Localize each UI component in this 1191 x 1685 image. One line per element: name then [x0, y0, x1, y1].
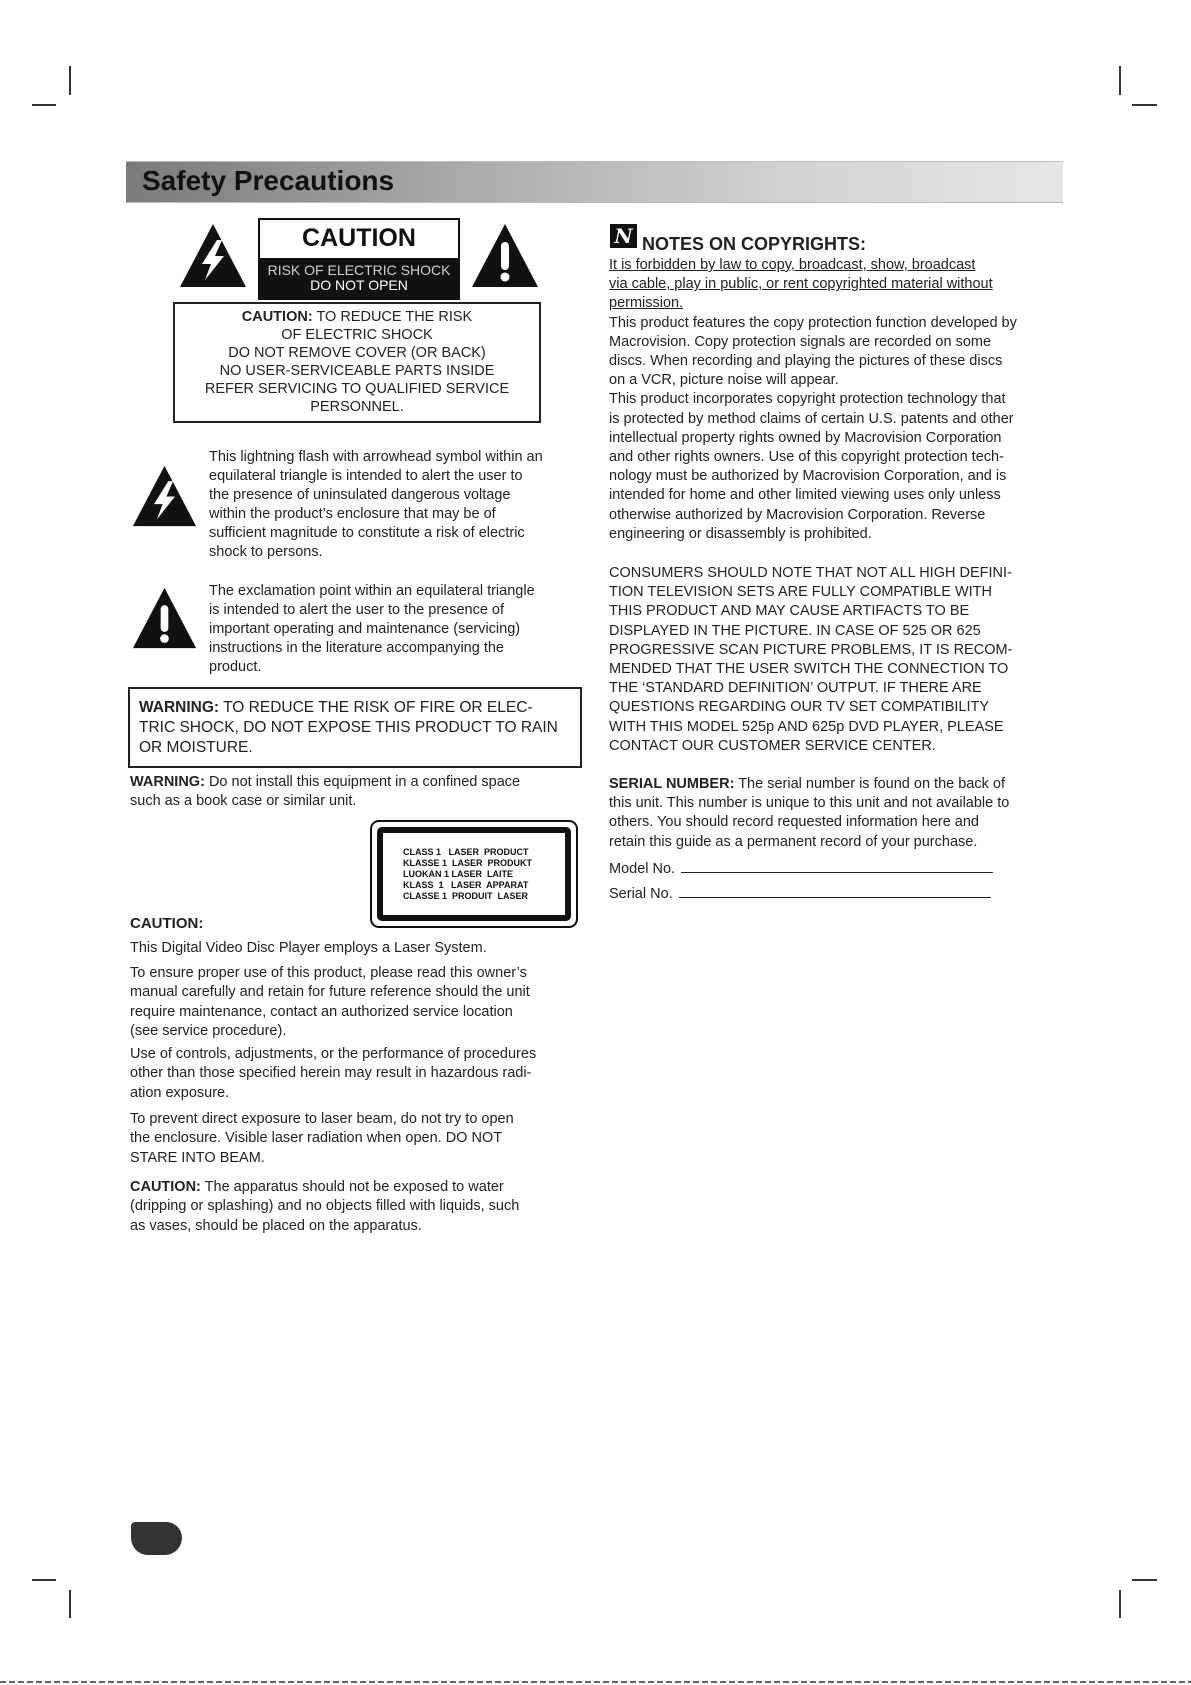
text-line: within the product’s enclosure that may be of	[209, 506, 496, 522]
hdtv-compatibility-notice	[609, 564, 1064, 756]
crop-mark	[32, 1579, 56, 1581]
warning-line: OR MOISTURE.	[139, 739, 253, 756]
text-line: Do not install this equipment in a confined space	[208, 774, 521, 790]
text-line: discs. When recording and playing the pictures of these discs	[609, 353, 1003, 370]
text-line: intellectual property rights owned by Macrovision Corporation	[609, 429, 1002, 446]
text-line: ation exposure.	[130, 1084, 230, 1101]
warning-lead: WARNING:	[139, 699, 220, 716]
notes-icon: N	[610, 224, 637, 248]
text-line: manual carefully and retain for future reference should the unit	[130, 984, 530, 1001]
lightning-warning-icon	[131, 463, 198, 529]
text-line: intended for home and other limited viewing uses only unless	[609, 487, 1001, 504]
model-number-field	[609, 858, 993, 877]
text-line: It is forbidden by law to copy, broadcast, show, broadcast	[609, 257, 976, 273]
caution-line: DO NOT REMOVE COVER (OR BACK)	[228, 345, 486, 361]
electric-shock-caution-box	[173, 302, 541, 423]
text-line: DISPLAYED IN THE PICTURE. IN CASE OF 525 OR 625	[609, 622, 981, 639]
warning-line: TO REDUCE THE RISK OF FIRE OR ELEC-	[223, 699, 533, 716]
serial-lead: SERIAL NUMBER:	[609, 776, 735, 792]
text-line: instructions in the literature accompanying the	[209, 640, 504, 656]
text-line: nology must be authorized by Macrovision Corporation, and is	[609, 468, 1007, 485]
laser-label-line: KLASSE 1 LASER PRODUKT	[403, 858, 533, 868]
text-line: sufficient magnitude to constitute a risk of electric	[209, 525, 525, 541]
text-line: This product features the copy protection function developed by	[609, 314, 1017, 331]
text-line: this unit. This number is unique to this unit and not available to	[609, 795, 1010, 812]
text-line: To ensure proper use of this product, please read this owner’s	[130, 965, 527, 981]
text-line: Use of controls, adjustments, or the performance of procedures	[130, 1046, 537, 1062]
caution-label-line: DO NOT OPEN	[310, 277, 408, 293]
caution-label-title: CAUTION	[302, 224, 416, 252]
laser-label-line: LUOKAN 1 LASER LAITE	[403, 869, 514, 879]
page-title: Safety Precautions	[142, 165, 395, 196]
serial-number-label: Serial No.	[609, 886, 673, 902]
laser-caution-paragraph	[130, 939, 582, 958]
text-line: and other rights owners. Use of this copyright protection tech-	[609, 449, 1004, 466]
caution-line: TO REDUCE THE RISK	[316, 309, 473, 325]
caution-line: NO USER-SERVICEABLE PARTS INSIDE	[219, 363, 495, 379]
text-line: is intended to alert the user to the presence of	[209, 602, 505, 618]
caution-label-band	[260, 258, 458, 298]
exclamation-warning-icon	[470, 222, 540, 289]
crop-mark	[1119, 1590, 1121, 1618]
serial-number-line[interactable]	[679, 883, 991, 898]
crop-mark	[1132, 104, 1157, 106]
crop-mark	[32, 104, 56, 106]
crop-mark	[1132, 1579, 1157, 1581]
text-line: is protected by method claims of certain U.S. patents and other	[609, 410, 1014, 427]
text-line: other than those specified herein may result in hazardous radi-	[130, 1065, 532, 1082]
text-line: WITH THIS MODEL 525p AND 625p DVD PLAYER, PLEASE	[609, 718, 1004, 735]
text-line: the enclosure. Visible laser radiation when open. DO NOT	[130, 1130, 503, 1147]
text-line: MENDED THAT THE USER SWITCH THE CONNECTION TO	[609, 661, 1009, 678]
text-line: product.	[209, 659, 262, 675]
text-line: Macrovision. Copy protection signals are recorded on some	[609, 333, 992, 350]
water-caution	[130, 1178, 582, 1236]
caution-label	[258, 218, 460, 300]
text-line: (see service procedure).	[130, 1022, 287, 1039]
page-edge-rule	[0, 1681, 1191, 1683]
copyright-notice	[609, 256, 1064, 544]
laser-label-line: KLASS 1 LASER APPARAT	[403, 880, 529, 890]
text-line: the presence of uninsulated dangerous voltage	[209, 487, 511, 503]
text-line: QUESTIONS REGARDING OUR TV SET COMPATIBILITY	[609, 699, 990, 716]
install-warning	[130, 773, 582, 812]
text-line: (dripping or splashing) and no objects filled with liquids, such	[130, 1198, 520, 1215]
fire-warning-box	[128, 687, 582, 768]
crop-mark	[69, 1590, 71, 1618]
caution-label-line: RISK OF ELECTRIC SHOCK	[267, 262, 451, 278]
caution-line: REFER SERVICING TO QUALIFIED SERVICE	[204, 381, 510, 397]
text-line: STARE INTO BEAM.	[130, 1149, 265, 1166]
model-number-label: Model No.	[609, 861, 676, 877]
laser-label-line: CLASS 1 LASER PRODUCT	[403, 847, 529, 857]
text-line: others. You should record requested information here and	[609, 814, 979, 831]
caution-lead: CAUTION:	[130, 1179, 201, 1195]
text-line: This lightning flash with arrowhead symbol within an	[209, 449, 543, 465]
caution-line: PERSONNEL.	[310, 399, 404, 415]
text-line: The exclamation point within an equilateral triangle	[209, 583, 535, 599]
caution-heading: CAUTION:	[130, 915, 204, 932]
text-line: TION TELEVISION SETS ARE FULLY COMPATIBLE WITH	[609, 584, 992, 601]
warning-lead: WARNING:	[130, 774, 205, 790]
copyright-title: NOTES ON COPYRIGHTS:	[642, 234, 867, 254]
text-line: via cable, play in public, or rent copyrighted material without	[609, 276, 993, 293]
text-line: CONTACT OUR CUSTOMER SERVICE CENTER.	[609, 737, 936, 754]
text-line: important operating and maintenance (servicing)	[209, 621, 521, 637]
text-line: To prevent direct exposure to laser beam, do not try to open	[130, 1111, 514, 1127]
laser-caution-paragraph	[130, 1045, 582, 1103]
section-banner	[126, 161, 1063, 203]
text-line: engineering or disassembly is prohibited.	[609, 525, 872, 542]
text-line: otherwise authorized by Macrovision Corporation. Reverse	[609, 506, 986, 523]
page-tab-marker	[131, 1522, 182, 1555]
crop-mark	[69, 66, 71, 95]
lightning-warning-icon	[178, 222, 248, 289]
text-line: CONSUMERS SHOULD NOTE THAT NOT ALL HIGH DEFINI-	[609, 565, 1012, 581]
serial-number-field	[609, 883, 991, 902]
text-line: equilateral triangle is intended to alert the user to	[209, 468, 523, 484]
model-number-line[interactable]	[681, 858, 993, 873]
exclamation-warning-icon	[131, 585, 198, 651]
caution-line: OF ELECTRIC SHOCK	[281, 327, 433, 343]
text-line: PROGRESSIVE SCAN PICTURE PROBLEMS, IT IS RECOM-	[609, 641, 1013, 658]
serial-number-notice	[609, 775, 1064, 852]
laser-product-label	[370, 820, 578, 928]
laser-caution-paragraph	[130, 964, 582, 1041]
text-line: on a VCR, picture noise will appear.	[609, 372, 839, 389]
laser-caution-paragraph	[130, 1110, 582, 1168]
laser-label-inner	[377, 827, 571, 921]
text-line: such as a book case or similar unit.	[130, 793, 357, 810]
text-line: This product incorporates copyright protection technology that	[609, 391, 1006, 408]
text-line: require maintenance, contact an authorized service location	[130, 1003, 513, 1020]
text-line: shock to persons.	[209, 544, 323, 560]
warning-line: TRIC SHOCK, DO NOT EXPOSE THIS PRODUCT TO RAIN	[139, 719, 558, 736]
lightning-explanation	[209, 448, 584, 562]
laser-label-line: CLASSE 1 PRODUIT LASER	[403, 891, 529, 901]
exclamation-explanation	[209, 582, 584, 677]
caution-lead: CAUTION:	[241, 309, 313, 325]
text-line: permission.	[609, 295, 684, 312]
text-line: THE ‘STANDARD DEFINITION’ OUTPUT. IF THERE ARE	[609, 680, 982, 697]
text-line: This Digital Video Disc Player employs a Laser System.	[130, 940, 487, 956]
text-line: retain this guide as a permanent record of your purchase.	[609, 833, 978, 850]
text-line: as vases, should be placed on the apparatus.	[130, 1217, 422, 1234]
crop-mark	[1119, 66, 1121, 95]
text-line: The apparatus should not be exposed to water	[204, 1179, 504, 1195]
text-line: The serial number is found on the back of	[738, 776, 1005, 792]
text-line: THIS PRODUCT AND MAY CAUSE ARTIFACTS TO BE	[609, 603, 970, 620]
